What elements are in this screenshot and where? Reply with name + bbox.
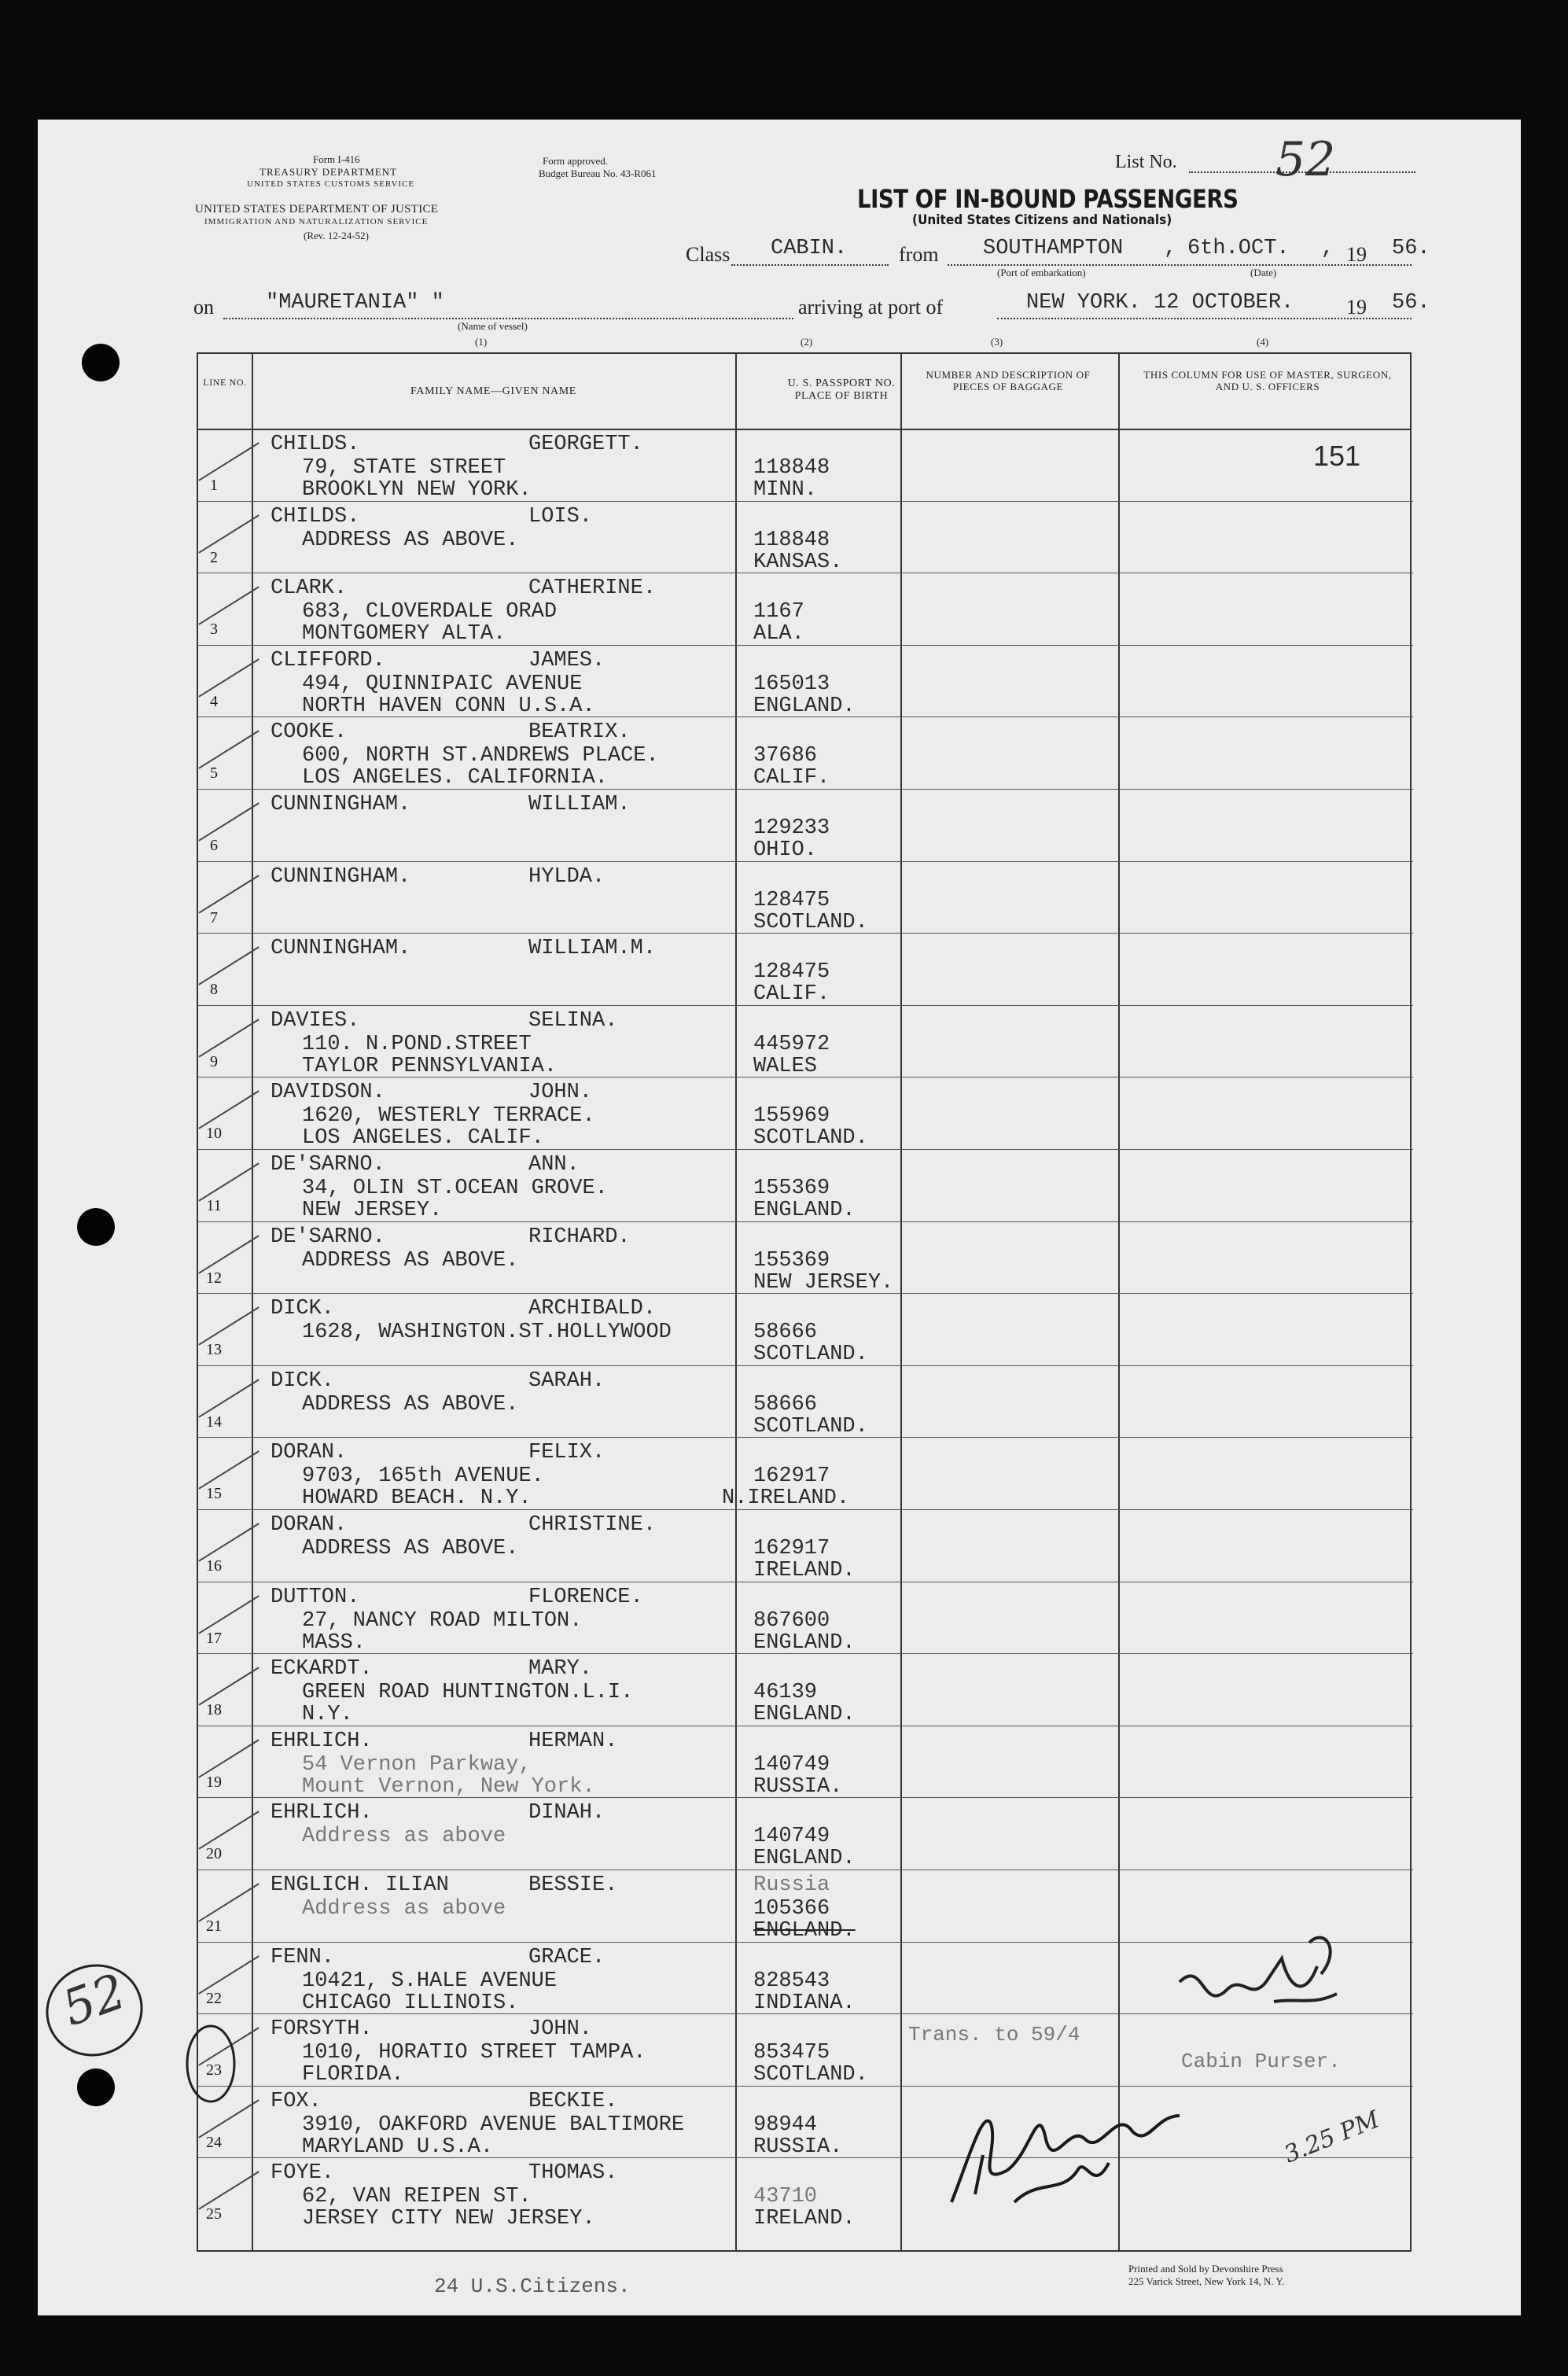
col-num-3: (3) [991, 336, 1003, 348]
address-line-1: ADDRESS AS ABOVE. [302, 1537, 519, 1560]
embark-port: SOUTHAMPTON [983, 237, 1124, 260]
line-number: 20 [206, 1845, 222, 1863]
table-row [198, 1510, 1413, 1582]
line-number: 23 [206, 2061, 222, 2079]
punch-hole [77, 1208, 115, 1246]
passport-number: 853475 [753, 2041, 830, 2065]
embark-date: 6th.OCT. [1187, 237, 1290, 260]
family-name: ENGLICH. ILIAN [271, 1873, 449, 1897]
col-line-no: LINE NO. [203, 377, 247, 388]
table-row [198, 1798, 1413, 1869]
line-number: 15 [206, 1485, 222, 1503]
check-tick [198, 1811, 259, 1850]
arrival-year-prefix: 19 [1346, 296, 1367, 319]
line-number: 22 [206, 1989, 222, 2007]
family-name: CUNNINGHAM. [271, 864, 411, 889]
customs-label: UNITED STATES CUSTOMS SERVICE [247, 179, 415, 189]
family-name: FENN. [271, 1945, 335, 1969]
address-line-1: 3910, OAKFORD AVENUE BALTIMORE [302, 2113, 685, 2137]
given-name: DINAH. [528, 1801, 605, 1825]
address-line-1: 54 Vernon Parkway, [302, 1752, 532, 1777]
table-row [198, 1006, 1413, 1077]
family-name: DICK. [271, 1369, 335, 1393]
table-row [198, 1150, 1413, 1221]
year-prefix: 19 [1346, 243, 1367, 266]
table-row [198, 429, 1413, 501]
check-tick [198, 1451, 259, 1490]
check-tick [198, 875, 259, 913]
page-total: 151 [1313, 440, 1361, 472]
line-number: 13 [206, 1341, 222, 1359]
justice-label: UNITED STATES DEPARTMENT OF JUSTICE [195, 203, 439, 215]
check-tick [198, 946, 259, 985]
given-name: ARCHIBALD. [528, 1297, 657, 1321]
given-name: HYLDA. [528, 864, 605, 889]
address-line-1: ADDRESS AS ABOVE. [302, 1392, 519, 1416]
officer-signature [928, 2076, 1258, 2226]
arrival-year: 56. [1392, 291, 1430, 315]
place-of-birth: N.IRELAND. [722, 1486, 850, 1511]
family-name: CUNNINGHAM. [271, 793, 411, 816]
address-line-1: 1010, HORATIO STREET TAMPA. [302, 2041, 646, 2065]
address-line-1: 34, OLIN ST.OCEAN GROVE. [302, 1177, 608, 1200]
place-of-birth: ENGLAND. [753, 694, 856, 718]
table-row [198, 1222, 1413, 1294]
address-line-1: 683, CLOVERDALE ORAD [302, 600, 558, 624]
given-name: SARAH. [528, 1369, 605, 1393]
place-of-birth: SCOTLAND. [753, 1126, 868, 1151]
address-line-2: Mount Vernon, New York. [302, 1774, 595, 1799]
list-no-label: List No. [1115, 152, 1177, 172]
place-of-birth: CALIF. [753, 766, 830, 790]
given-name: THOMAS. [528, 2161, 618, 2186]
place-of-birth: SCOTLAND. [753, 1343, 868, 1367]
line-number: 19 [206, 1773, 222, 1791]
col-num-4: (4) [1257, 336, 1269, 348]
col-name: FAMILY NAME—GIVEN NAME [410, 385, 576, 397]
col-baggage: NUMBER AND DESCRIPTION OF PIECES OF BAGGAGE [926, 369, 1091, 392]
place-of-birth: SCOTLAND. [753, 910, 868, 934]
family-name: DUTTON. [271, 1585, 360, 1609]
line-number: 4 [210, 692, 218, 710]
address-line-1: 9703, 165th AVENUE. [302, 1464, 544, 1489]
table-row [198, 1654, 1413, 1726]
table-row [198, 790, 1413, 861]
citizens-count: 24 U.S.Citizens. [434, 2275, 631, 2298]
address-line-2: FLORIDA. [302, 2063, 404, 2087]
passport-number: 155369 [753, 1248, 830, 1273]
address-line-2: N.Y. [302, 1703, 353, 1727]
address-line-2: HOWARD BEACH. N.Y. [302, 1486, 532, 1511]
family-name: FOX. [271, 2089, 322, 2113]
passport-number: 140749 [753, 1752, 830, 1777]
arriving-label: arriving at port of [798, 296, 944, 319]
table-row [198, 646, 1413, 717]
given-name: GEORGETT. [528, 433, 643, 456]
line-number: 2 [210, 548, 218, 566]
table-row [198, 1294, 1413, 1365]
given-name: CATHERINE. [528, 577, 657, 601]
line-number: 21 [206, 1917, 222, 1935]
given-name: WILLIAM.M. [528, 937, 657, 961]
line-number: 18 [206, 1701, 222, 1719]
given-name: WILLIAM. [528, 793, 631, 816]
family-name: CLARK. [271, 577, 348, 601]
passport-number: 128475 [753, 888, 830, 912]
passport-number: 58666 [753, 1392, 818, 1416]
passport-number: 105366 [753, 1897, 830, 1921]
address-line-2: LOS ANGELES. CALIF. [302, 1126, 544, 1151]
table-row [198, 1077, 1413, 1149]
check-tick [198, 1306, 259, 1345]
check-tick [198, 1379, 259, 1417]
rev-label: (Rev. 12-24-52) [304, 230, 369, 241]
passport-number: 98944 [753, 2113, 818, 2137]
check-tick [198, 1091, 259, 1129]
col-passport: U. S. PASSPORT NO. PLACE OF BIRTH [787, 378, 896, 403]
family-name: CHILDS. [271, 504, 360, 529]
check-tick [198, 442, 259, 481]
family-name: DICK. [271, 1297, 335, 1321]
on-label: on [193, 296, 214, 319]
place-of-birth: RUSSIA. [753, 2135, 843, 2159]
address-line-2: MARYLAND U.S.A. [302, 2135, 494, 2159]
family-name: EHRLICH. [271, 1729, 373, 1753]
check-tick [198, 586, 259, 624]
check-tick [198, 1739, 259, 1777]
line-number: 17 [206, 1629, 222, 1647]
line-number: 14 [206, 1413, 222, 1431]
family-name: DE'SARNO. [271, 1225, 385, 1249]
passport-number: 867600 [753, 1608, 830, 1633]
check-tick [198, 2172, 259, 2210]
family-name: CHILDS. [271, 433, 360, 456]
place-of-birth: RUSSIA. [753, 1774, 843, 1799]
table-row [198, 573, 1413, 645]
embark-year: 56. [1392, 237, 1430, 260]
place-of-birth: ENGLAND. [753, 1703, 856, 1727]
table-row [198, 502, 1413, 573]
check-tick [198, 1883, 259, 1921]
embark-caption: (Port of embarkation) [997, 267, 1086, 278]
address-line-1: GREEN ROAD HUNTINGTON.L.I. [302, 1681, 634, 1705]
place-of-birth: OHIO. [753, 838, 818, 862]
address-line-2: MONTGOMERY ALTA. [302, 622, 506, 646]
cabin-purser: Cabin Purser. [1181, 2050, 1341, 2073]
punch-hole [77, 2068, 115, 2106]
address-line-2: CHICAGO ILLINOIS. [302, 1991, 519, 2015]
address-line-2: MASS. [302, 1630, 366, 1655]
given-name: GRACE. [528, 1945, 605, 1969]
passport-number: 162917 [753, 1464, 830, 1489]
table-row [198, 1438, 1413, 1509]
check-tick [198, 802, 259, 841]
form-approved: Form approved. [543, 155, 609, 167]
place-of-birth: IRELAND. [753, 1559, 856, 1582]
check-tick [198, 1523, 259, 1561]
line-number: 25 [206, 2205, 222, 2223]
place-of-birth: SCOTLAND. [753, 2063, 868, 2087]
passport-number: 118848 [753, 456, 830, 480]
check-tick [198, 1019, 259, 1057]
check-tick [198, 658, 259, 697]
address-line-1: 494, QUINNIPAIC AVENUE [302, 672, 583, 696]
given-name: BEATRIX. [528, 720, 631, 745]
passport-number: 445972 [753, 1032, 830, 1056]
place-of-birth: CALIF. [753, 982, 830, 1007]
passport-number: 58666 [753, 1321, 818, 1345]
check-tick [198, 1162, 259, 1201]
class-label: Class [686, 243, 731, 266]
punch-hole [82, 344, 120, 381]
line-number: 16 [206, 1557, 222, 1575]
table-row [198, 717, 1413, 789]
passport-number: 43710 [753, 2185, 818, 2209]
line-number: 7 [210, 908, 218, 926]
table-row [198, 1726, 1413, 1798]
address-line-2: NORTH HAVEN CONN U.S.A. [302, 694, 595, 718]
place-of-birth: WALES [753, 1054, 818, 1078]
birth-note: Russia [753, 1873, 830, 1897]
family-name: FORSYTH. [271, 2017, 373, 2042]
table-row [198, 1366, 1413, 1438]
address-line-1: 62, VAN REIPEN ST. [302, 2185, 532, 2209]
family-name: CLIFFORD. [271, 648, 385, 672]
vessel-caption: (Name of vessel) [458, 320, 528, 332]
place-of-birth: NEW JERSEY. [753, 1270, 894, 1295]
table-row [198, 1582, 1413, 1654]
page-title: LIST OF IN-BOUND PASSENGERS [857, 184, 1239, 214]
place-of-birth: ENGLAND. [753, 1847, 856, 1871]
from-label: from [899, 243, 939, 266]
arrival-port: NEW YORK. 12 OCTOBER. [1026, 291, 1294, 315]
given-name: FELIX. [528, 1441, 605, 1465]
margin-list-no: 52 [54, 1962, 134, 2038]
given-name: BESSIE. [528, 1873, 618, 1897]
family-name: DAVIDSON. [271, 1081, 385, 1105]
place-of-birth: ALA. [753, 622, 804, 646]
address-line-1: 79, STATE STREET [302, 456, 506, 480]
address-line-1: 600, NORTH ST.ANDREWS PLACE. [302, 744, 659, 768]
passport-number: 162917 [753, 1537, 830, 1560]
place-of-birth: ENGLAND. [753, 1630, 856, 1655]
address-line-1: 10421, S.HALE AVENUE [302, 1969, 558, 1993]
class-value: CABIN. [771, 237, 848, 260]
address-line-1: ADDRESS AS ABOVE. [302, 528, 519, 552]
passport-number: 46139 [753, 1681, 818, 1705]
check-tick [198, 1955, 259, 1994]
check-tick [198, 1595, 259, 1634]
given-name: JOHN. [528, 2017, 593, 2042]
passport-number: 828543 [753, 1969, 830, 1993]
given-name: ANN. [528, 1153, 580, 1177]
family-name: FOYE. [271, 2161, 335, 2186]
check-tick [198, 1235, 259, 1273]
date-caption: (Date) [1250, 267, 1277, 278]
treasury-label: TREASURY DEPARTMENT [259, 166, 398, 178]
given-name: SELINA. [528, 1008, 618, 1033]
line-number: 24 [206, 2133, 222, 2151]
line-number: 9 [210, 1052, 218, 1070]
table-row [198, 862, 1413, 934]
ins-label: IMMIGRATION AND NATURALIZATION SERVICE [204, 217, 429, 227]
purser-signature [1156, 1927, 1360, 2037]
family-name: DE'SARNO. [271, 1153, 385, 1177]
family-name: ECKARDT. [271, 1657, 373, 1682]
address-line-2: NEW JERSEY. [302, 1199, 443, 1222]
address-line-1: Address as above [302, 1897, 506, 1921]
line-check-mark [182, 2020, 237, 2106]
family-name: DORAN. [271, 1441, 348, 1465]
form-number: Form I-416 [313, 153, 360, 165]
list-no-value: 52 [1275, 132, 1336, 187]
place-of-birth: MINN. [753, 478, 818, 502]
address-line-1: 110. N.POND.STREET [302, 1032, 532, 1056]
given-name: HERMAN. [528, 1729, 618, 1753]
vessel-name: "MAURETANIA" " [266, 291, 444, 315]
family-name: DAVIES. [271, 1008, 360, 1033]
address-line-2: TAYLOR PENNSYLVANIA. [302, 1054, 558, 1078]
family-name: EHRLICH. [271, 1801, 373, 1825]
check-tick [198, 1667, 259, 1705]
place-of-birth: KANSAS. [753, 550, 843, 574]
address-line-1: Address as above [302, 1825, 506, 1849]
passport-number: 155369 [753, 1177, 830, 1200]
printer-line-1: Printed and Sold by Devonshire Press [1128, 2263, 1283, 2275]
given-name: FLORENCE. [528, 1585, 643, 1609]
passport-number: 37686 [753, 744, 818, 768]
place-of-birth: SCOTLAND. [753, 1414, 868, 1438]
line-number: 10 [206, 1125, 222, 1143]
check-tick [198, 514, 259, 553]
passport-number: 118848 [753, 528, 830, 552]
line-number: 5 [210, 764, 218, 783]
family-name: DORAN. [271, 1513, 348, 1537]
handwritten-time: 3.25 PM [1280, 2105, 1384, 2169]
address-line-1: 27, NANCY ROAD MILTON. [302, 1608, 583, 1633]
passport-number: 129233 [753, 816, 830, 840]
place-of-birth: ENGLAND. [753, 1199, 856, 1222]
line-number: 6 [210, 837, 218, 854]
given-name: CHRISTINE. [528, 1513, 657, 1537]
given-name: RICHARD. [528, 1225, 631, 1249]
family-name: CUNNINGHAM. [271, 937, 411, 961]
budget-bureau: Budget Bureau No. 43-R061 [539, 168, 657, 179]
given-name: MARY. [528, 1657, 593, 1682]
address-line-1: 1620, WESTERLY TERRACE. [302, 1104, 595, 1129]
line-number: 3 [210, 621, 218, 639]
passport-number: 165013 [753, 672, 830, 696]
place-of-birth: IRELAND. [753, 2207, 856, 2231]
passport-number: 155969 [753, 1104, 830, 1129]
line-number: 8 [210, 981, 218, 999]
col-num-1: (1) [475, 336, 488, 348]
col-officers: THIS COLUMN FOR USE OF MASTER, SURGEON, AND U. S. OFFICERS [1143, 369, 1392, 392]
line-number: 11 [206, 1197, 222, 1214]
address-line-2: BROOKLYN NEW YORK. [302, 478, 532, 502]
address-line-1: 1628, WASHINGTON.ST.HOLLYWOOD [302, 1321, 672, 1345]
col-num-2: (2) [801, 336, 813, 348]
page-subtitle: (United States Citizens and Nationals) [912, 212, 1172, 228]
given-name: JOHN. [528, 1081, 593, 1105]
place-of-birth: INDIANA. [753, 1991, 856, 2015]
given-name: LOIS. [528, 504, 593, 529]
passport-number: 128475 [753, 960, 830, 985]
address-line-1: ADDRESS AS ABOVE. [302, 1248, 519, 1273]
place-of-birth: ENGLAND. [753, 1919, 856, 1943]
given-name: BECKIE. [528, 2089, 618, 2113]
table-row [198, 934, 1413, 1005]
passport-number: 1167 [753, 600, 804, 624]
printer-line-2: 225 Varick Street, New York 14, N. Y. [1128, 2275, 1285, 2287]
given-name: JAMES. [528, 648, 605, 672]
line-number: 12 [206, 1269, 222, 1287]
check-tick [198, 731, 259, 769]
line-number: 1 [210, 477, 218, 494]
transfer-note: Trans. to 59/4 [908, 2023, 1080, 2046]
address-line-2: LOS ANGELES. CALIFORNIA. [302, 766, 608, 790]
passport-number: 140749 [753, 1825, 830, 1849]
family-name: COOKE. [271, 720, 348, 745]
address-line-2: JERSEY CITY NEW JERSEY. [302, 2207, 595, 2231]
